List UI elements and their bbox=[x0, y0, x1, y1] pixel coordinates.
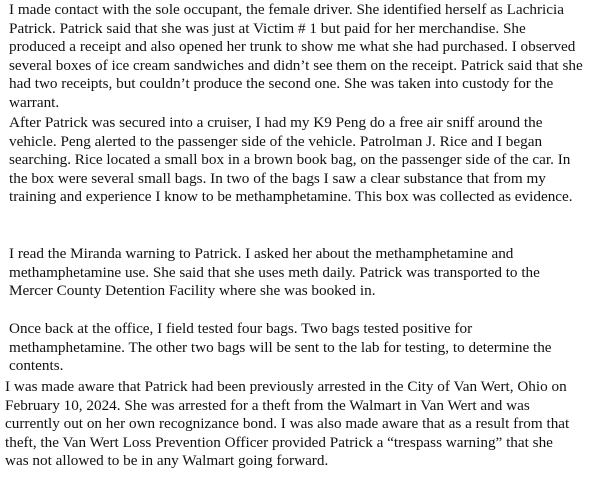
paragraph-miranda bbox=[9, 245, 609, 301]
text-line: theft, the Van Wert Loss Prevention Officer provided Patrick a “trespass warning” that she bbox=[5, 433, 553, 451]
paragraph-arrest-contact bbox=[9, 1, 609, 113]
text-line: methamphetamine use. She said that she uses meth daily. Patrick was transported to the bbox=[9, 263, 540, 281]
paragraph-field-test bbox=[9, 320, 609, 376]
text-line: I made contact with the sole occupant, the female driver. She identified herself as Lachricia bbox=[9, 1, 564, 18]
text-line: Once back at the office, I field tested four bags. Two bags tested positive for bbox=[9, 320, 473, 337]
text-line: training and experience I know to be methamphetamine. This box was collected as evidence. bbox=[9, 188, 573, 206]
text-line: I was made aware that Patrick had been previously arrested in the City of Van Wert, Ohio on bbox=[5, 378, 567, 395]
text-line: vehicle. Peng alerted to the passenger side of the vehicle. Patrolman J. Rice and I began bbox=[9, 132, 543, 150]
paragraph-prior-arrest bbox=[5, 378, 605, 471]
text-line: Mercer County Detention Facility where she was booked in. bbox=[9, 282, 376, 300]
text-line: contents. bbox=[9, 357, 64, 375]
text-line: warrant. bbox=[9, 93, 60, 111]
text-line: produced a receipt and also opened her trunk to show me what she had purchased. I observed bbox=[9, 38, 576, 56]
text-line: currently out on her own recognizance bond. I was also made aware that as a result from that bbox=[5, 415, 570, 433]
text-line: the box were several small bags. In two of the bags I saw a clear substance that from my bbox=[9, 169, 546, 187]
text-line: Patrick. Patrick said that she was just at Victim # 1 but paid for her merchandise. She bbox=[9, 19, 526, 37]
paragraph-k9-search bbox=[9, 114, 609, 207]
text-line: had two receipts, but couldn’t produce the second one. She was taken into custody for the bbox=[9, 75, 554, 93]
text-line: February 10, 2024. She was arrested for a theft from the Walmart in Van Wert and was bbox=[5, 396, 530, 414]
text-line: I read the Miranda warning to Patrick. I asked her about the methamphetamine and bbox=[9, 245, 514, 262]
text-line: After Patrick was secured into a cruiser, I had my K9 Peng do a free air sniff around the bbox=[9, 114, 543, 131]
text-line: several boxes of ice cream sandwiches and didn’t see them on the receipt. Patrick said that she bbox=[9, 56, 583, 74]
text-line: searching. Rice located a small box in a brown book bag, on the passenger side of the car. In bbox=[9, 151, 571, 169]
text-line: was not allowed to be in any Walmart going forward. bbox=[5, 452, 329, 470]
text-line: methamphetamine. The other two bags will be sent to the lab for testing, to determine the bbox=[9, 338, 552, 356]
